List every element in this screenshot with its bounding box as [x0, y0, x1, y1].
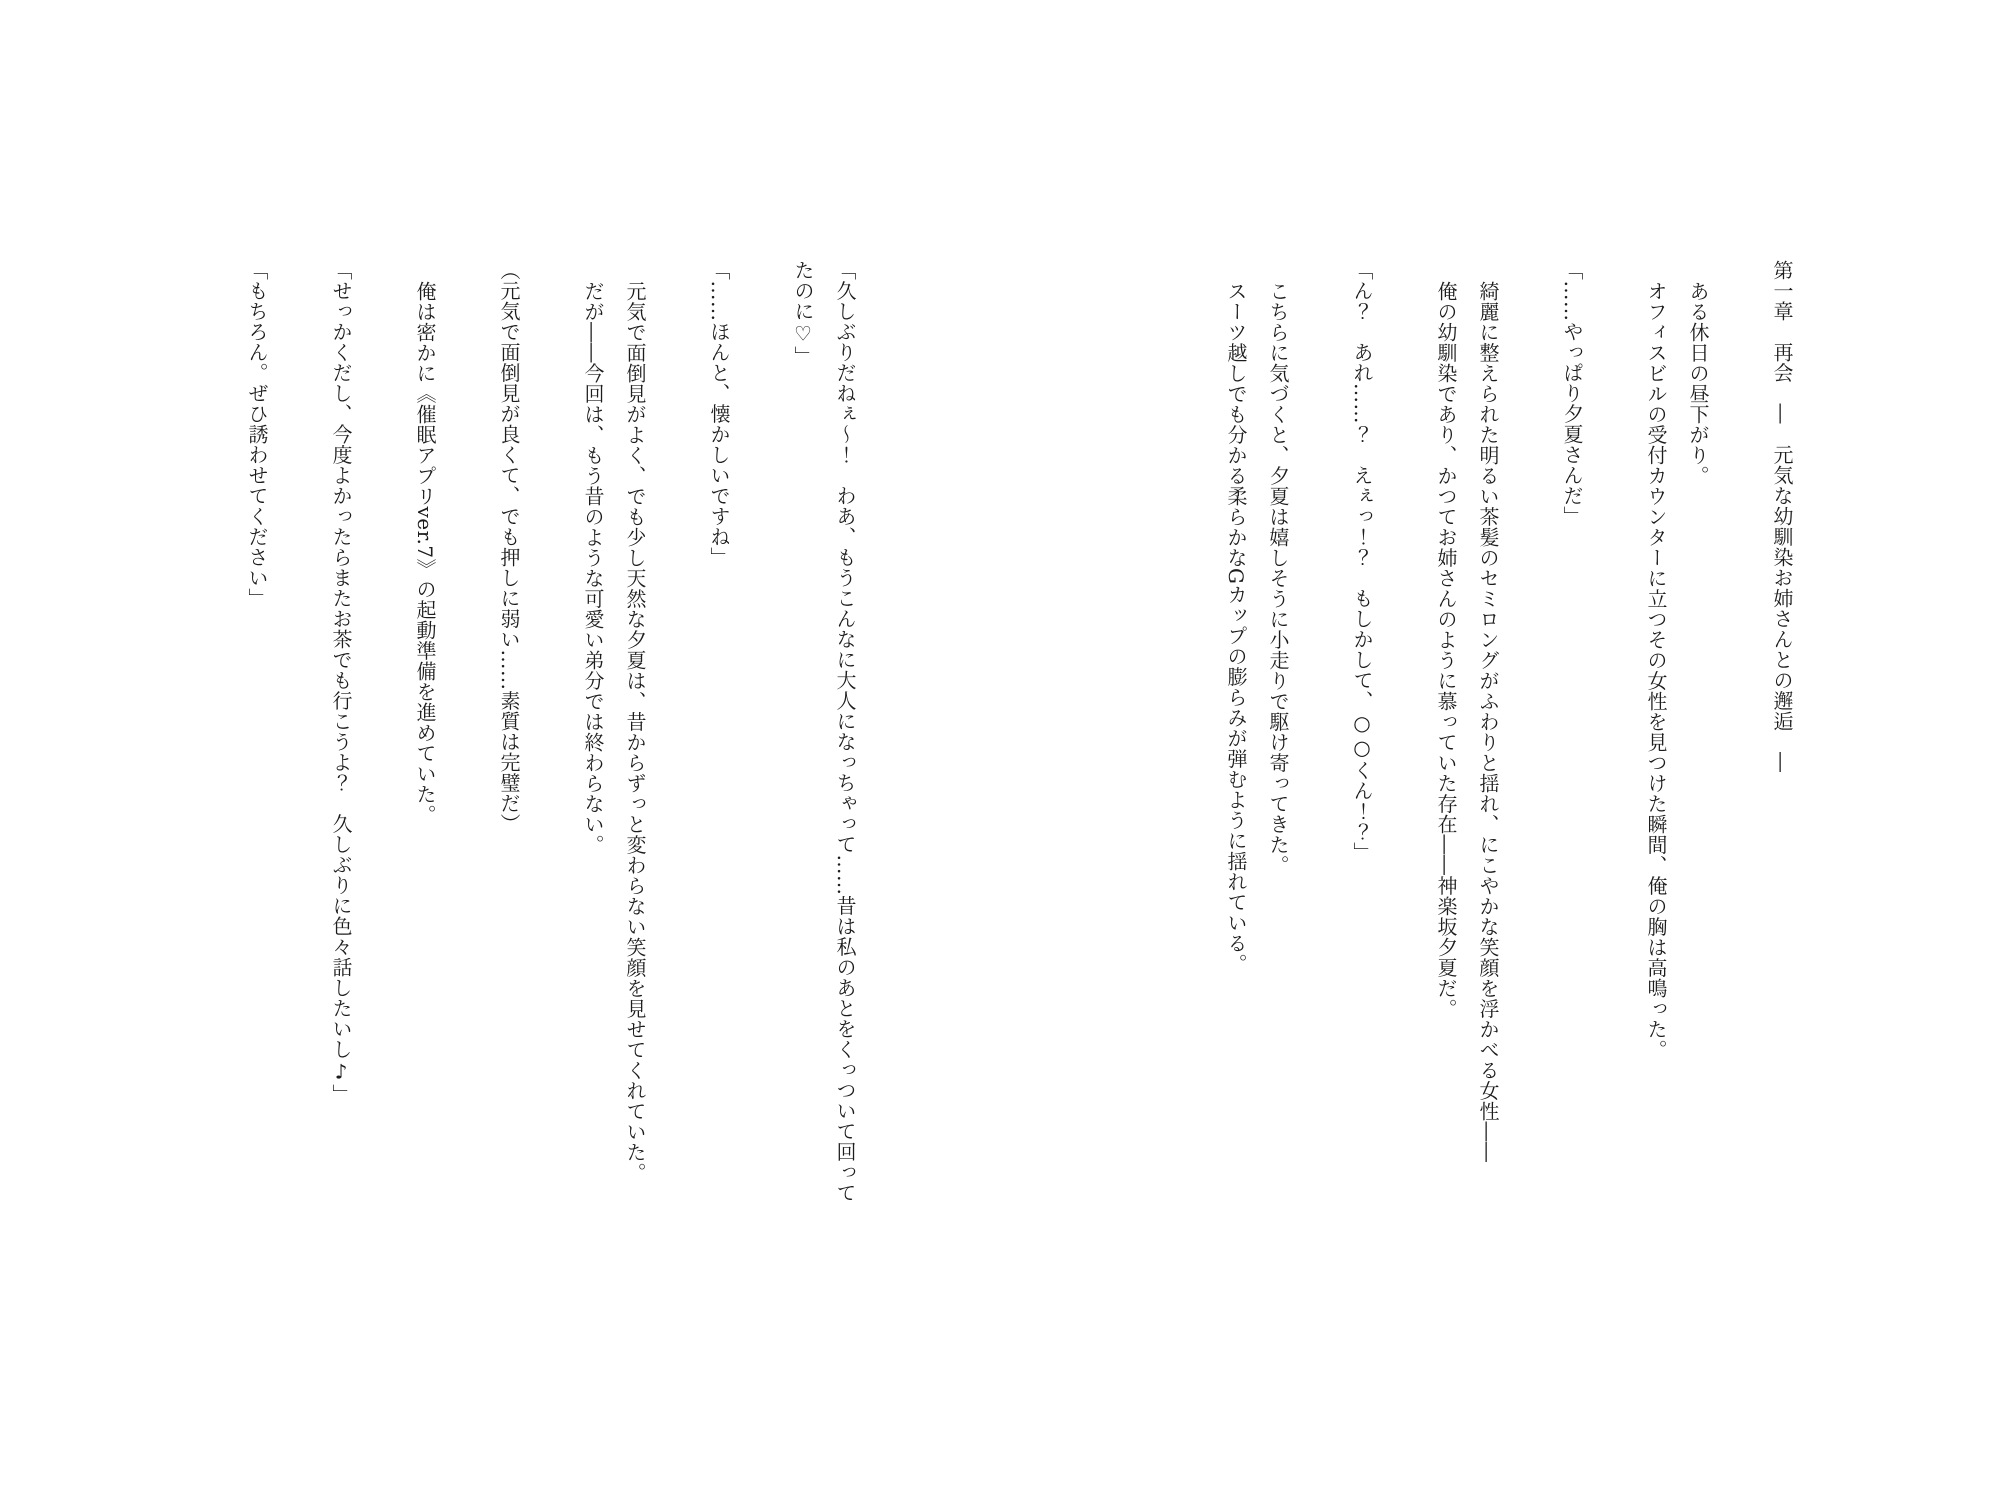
text-line-8: こちらに気づくと、夕夏は嬉しそうに小走りで駆け寄ってきた。	[1266, 281, 1290, 876]
text-line-17: 「せっかくだし、今度よかったらまたお茶でも行こうよ？ 久しぶりに色々話したいし♪」	[329, 260, 353, 1105]
text-line-13: 元気で面倒見がよく、でも少し天然な夕夏は、昔からずっと変わらない笑顔を見せてくれていた。	[623, 281, 647, 1183]
text-line-11: たのに♡」	[791, 260, 815, 367]
text-line-5: 綺麗に整えられた明るい茶髪のセミロングがふわりと揺れ、にこやかな笑顔を浮かべる女性――	[1476, 281, 1500, 1163]
text-line-12: 「……ほんと、懐かしいですね」	[707, 260, 731, 568]
chapter-title-line: 第一章 再会 ― 元気な幼馴染お姉さんとの邂逅 ―	[1770, 260, 1794, 773]
text-line-10: 「久しぶりだねぇ〜！ わあ、もうこんなに大人になっちゃって……昔は私のあとをくっついて回って	[833, 260, 857, 1203]
text-line-18: 「もちろん。ぜひ誘わせてください」	[245, 260, 269, 609]
vertical-text-block	[236, 260, 1803, 1212]
text-line-16: 俺は密かに《催眠アプリver.7》の起動準備を進めていた。	[413, 281, 437, 826]
text-line-4: 「……やっぱり夕夏さんだ」	[1560, 260, 1584, 527]
text-line-15: （元気で面倒見が良くて、でも押しに弱い……素質は完璧だ）	[497, 260, 521, 834]
text-line-14: だが――今回は、もう昔のような可愛い弟分では終わらない。	[581, 281, 605, 855]
text-line-3: オフィスビルの受付カウンターに立つその女性を見つけた瞬間、俺の胸は高鳴った。	[1644, 281, 1668, 1060]
text-line-2: ある休日の昼下がり。	[1686, 281, 1710, 486]
text-line-6: 俺の幼馴染であり、かつてお姉さんのように慕っていた存在――神楽坂夕夏だ。	[1434, 281, 1458, 1019]
text-line-7: 「ん？ あれ……？ えぇっ！？ もしかして、○○くん！？」	[1350, 260, 1374, 863]
text-line-9: スーツ越しでも分かる柔らかなGカップの膨らみが弾むように揺れている。	[1224, 281, 1248, 974]
